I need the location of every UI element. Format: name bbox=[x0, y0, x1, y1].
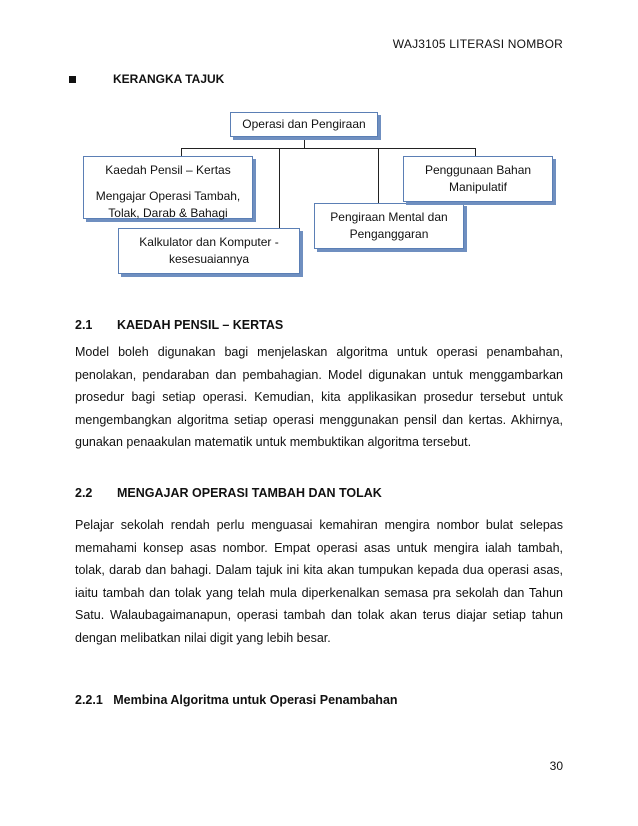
paragraph-line: memahami konsep asas nombor. Empat operasi asas untuk mengira ialah tambah, bbox=[75, 540, 563, 555]
connector-bahan bbox=[475, 148, 476, 156]
paragraph-line: dengan melibatkan nilai digit yang lebih besar. bbox=[75, 630, 331, 645]
paragraph-line: gunakan penaakulan matematik untuk membuktikan algoritma tersebut. bbox=[75, 435, 472, 449]
kalkulator-line1: Kalkulator dan Komputer - bbox=[139, 235, 279, 249]
connector-mental bbox=[378, 148, 379, 203]
bahan-line2: Manipulatif bbox=[448, 180, 508, 194]
paragraph-line: tolak, darab dan bahagi. Dalam tajuk ini kita akan tumpukan kepada dua operasi asas, bbox=[75, 563, 563, 577]
page-number: 30 bbox=[549, 759, 563, 773]
diagram-pensil-box bbox=[83, 156, 253, 219]
section-2-1-title: KAEDAH PENSIL – KERTAS bbox=[117, 318, 284, 332]
section-2-2-number: 2.2 bbox=[75, 486, 93, 500]
section-2-2-title: MENGAJAR OPERASI TAMBAH DAN TOLAK bbox=[117, 486, 382, 500]
section-2-2-paragraph bbox=[75, 514, 563, 649]
outline-title: KERANGKA TAJUK bbox=[113, 72, 225, 86]
connector-kalkulator bbox=[279, 148, 280, 228]
pensil-line2: Mengajar Operasi Tambah, bbox=[95, 189, 241, 203]
paragraph-line: Pelajar sekolah rendah perlu menguasai kemahiran mengira nombor bulat selepas bbox=[75, 518, 563, 532]
bahan-line1: Penggunaan Bahan bbox=[424, 163, 532, 177]
section-2-1-number: 2.1 bbox=[75, 318, 93, 332]
diagram-root-box bbox=[230, 112, 378, 137]
square-bullet-icon bbox=[69, 76, 76, 83]
paragraph-line: prosedur bagi setiap operasi. Kemudian, kita applikasikan prosedur tersebut untuk bbox=[75, 390, 563, 404]
pensil-line1: Kaedah Pensil – Kertas bbox=[105, 163, 231, 177]
paragraph-line: penolakan, pendaraban dan pembahagian. Model digunakan untuk menggambarkan bbox=[75, 367, 563, 382]
paragraph-line: mengembangkan algoritma setiap operasi menggunakan pensil dan kertas. Akhirnya, bbox=[75, 412, 563, 427]
mental-line1: Pengiraan Mental dan bbox=[330, 210, 448, 224]
paragraph-line: Satu. Walaubagaimanapun, operasi tambah dan tolak akan terus diajar setiap tahun bbox=[75, 608, 563, 622]
paragraph-line: Model boleh digunakan bagi menjelaskan algoritma untuk operasi penambahan, bbox=[75, 345, 563, 359]
kalkulator-line2: kesesuaiannya bbox=[168, 252, 250, 266]
connector-pensil bbox=[181, 148, 182, 156]
section-2-1-paragraph bbox=[75, 341, 563, 454]
diagram-kalkulator-box bbox=[118, 228, 300, 274]
paragraph-line: iaitu tambah dan tolak yang telah mula diperkenalkan semasa pra sekolah dan Tahun bbox=[75, 585, 563, 600]
diagram-mental-box bbox=[314, 203, 464, 249]
section-2-2-1-heading: 2.2.1 Membina Algoritma untuk Operasi Penambahan bbox=[75, 693, 398, 707]
connector-horizontal bbox=[181, 148, 476, 149]
running-header: WAJ3105 LITERASI NOMBOR bbox=[392, 37, 563, 51]
root-label: Operasi dan Pengiraan bbox=[242, 117, 366, 131]
mental-line2: Penganggaran bbox=[349, 227, 429, 241]
diagram-bahan-box bbox=[403, 156, 553, 202]
pensil-line3: Tolak, Darab & Bahagi bbox=[108, 206, 228, 220]
